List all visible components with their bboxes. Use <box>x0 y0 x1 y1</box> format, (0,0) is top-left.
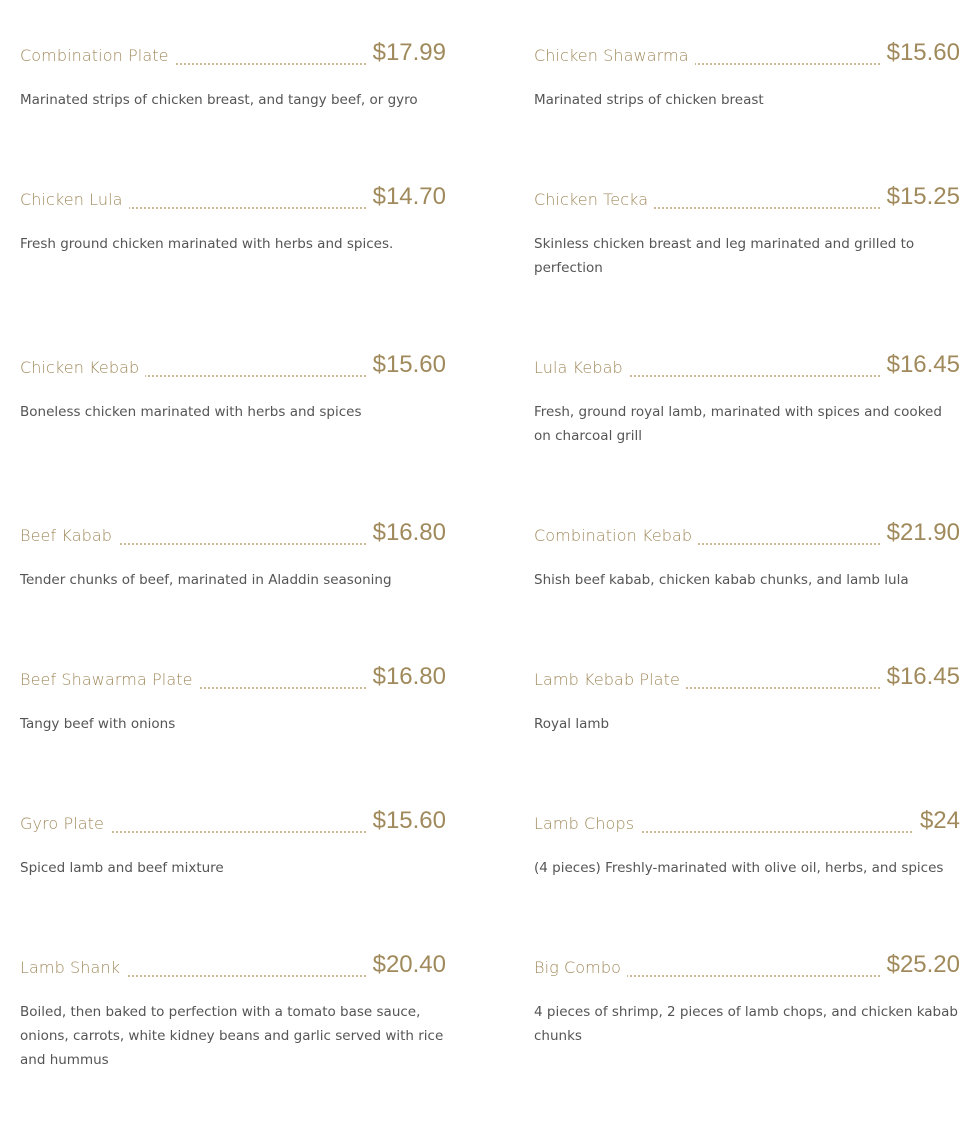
menu-item-name: Lamb Chops <box>534 814 640 833</box>
menu-item-header <box>20 654 446 694</box>
menu-item <box>20 174 446 256</box>
menu-item <box>534 30 960 112</box>
menu-item-description: Boiled, then baked to perfection with a tomato base sauce, onions, carrots, white kidney beans and garlic served with rice and hummus <box>20 1004 444 1068</box>
menu-item-description: 4 pieces of shrimp, 2 pieces of lamb chops, and chicken kabab chunks <box>534 1004 958 1044</box>
menu-item-header <box>534 510 960 550</box>
menu-item-name: Beef Shawarma Plate <box>20 670 199 689</box>
menu-item-description: (4 pieces) Freshly-marinated with olive oil, herbs, and spices <box>534 860 944 876</box>
menu-item-price: $21.90 <box>881 519 960 547</box>
menu-item-price: $15.25 <box>881 183 960 211</box>
menu-item-price: $16.45 <box>881 663 960 691</box>
menu-item <box>534 342 960 448</box>
menu-item-description: Tangy beef with onions <box>20 716 176 732</box>
menu-item-name: Lamb Kebab Plate <box>534 670 686 689</box>
menu-item-header <box>20 342 446 382</box>
menu-item-description: Tender chunks of beef, marinated in Aladdin seasoning <box>20 572 392 588</box>
menu-item-name: Chicken Lula <box>20 190 129 209</box>
menu-item <box>20 942 446 1072</box>
menu-item-name: Gyro Plate <box>20 814 110 833</box>
menu-item-name: Lamb Shank <box>20 958 126 977</box>
menu-item-price: $15.60 <box>367 807 446 835</box>
menu-item-price: $24 <box>914 807 960 835</box>
menu-item-description: Shish beef kabab, chicken kabab chunks, and lamb lula <box>534 572 909 588</box>
menu-item-description: Fresh, ground royal lamb, marinated with spices and cooked on charcoal grill <box>534 404 942 444</box>
menu-item-header <box>20 510 446 550</box>
menu-item-price: $15.60 <box>881 39 960 67</box>
menu-item-price: $15.60 <box>367 351 446 379</box>
menu-item-description: Marinated strips of chicken breast <box>534 92 764 108</box>
menu-item-header <box>534 942 960 982</box>
menu-item <box>534 942 960 1048</box>
menu-item-price: $16.80 <box>367 519 446 547</box>
menu-item <box>20 798 446 880</box>
menu-item-price: $16.45 <box>881 351 960 379</box>
menu-item-header <box>534 30 960 70</box>
menu-item-price: $20.40 <box>367 951 446 979</box>
menu-item-name: Chicken Tecka <box>534 190 654 209</box>
menu-item <box>534 510 960 592</box>
menu-item <box>20 654 446 736</box>
menu-item-price: $17.99 <box>367 39 446 67</box>
menu-item <box>20 342 446 424</box>
menu-item-description: Spiced lamb and beef mixture <box>20 860 224 876</box>
menu-item <box>534 654 960 736</box>
menu-item-header <box>20 174 446 214</box>
menu-item-name: Chicken Shawarma <box>534 46 695 65</box>
menu-item-name: Combination Plate <box>20 46 175 65</box>
menu-item <box>20 510 446 592</box>
menu-item-header <box>20 30 446 70</box>
menu-item-description: Skinless chicken breast and leg marinated and grilled to perfection <box>534 236 915 276</box>
menu-item-name: Chicken Kebab <box>20 358 145 377</box>
menu-item <box>534 798 960 880</box>
menu-item-name: Lula Kebab <box>534 358 629 377</box>
menu-item <box>20 30 446 112</box>
menu-item-description: Boneless chicken marinated with herbs and spices <box>20 404 362 420</box>
menu-item-header <box>20 942 446 982</box>
menu-item-header <box>534 174 960 214</box>
menu-item-description: Royal lamb <box>534 716 610 732</box>
menu-item-price: $16.80 <box>367 663 446 691</box>
menu-item-description: Fresh ground chicken marinated with herbs and spices. <box>20 236 394 252</box>
menu-item-price: $14.70 <box>367 183 446 211</box>
menu-item-header <box>534 342 960 382</box>
menu-item-name: Combination Kebab <box>534 526 698 545</box>
menu-item <box>534 174 960 280</box>
menu-item-header <box>534 654 960 694</box>
menu-item-price: $25.20 <box>881 951 960 979</box>
menu-item-description: Marinated strips of chicken breast, and tangy beef, or gyro <box>20 92 418 108</box>
menu-item-name: Beef Kabab <box>20 526 118 545</box>
menu-item-header <box>20 798 446 838</box>
menu-item-header <box>534 798 960 838</box>
menu-item-name: Big Combo <box>534 958 627 977</box>
